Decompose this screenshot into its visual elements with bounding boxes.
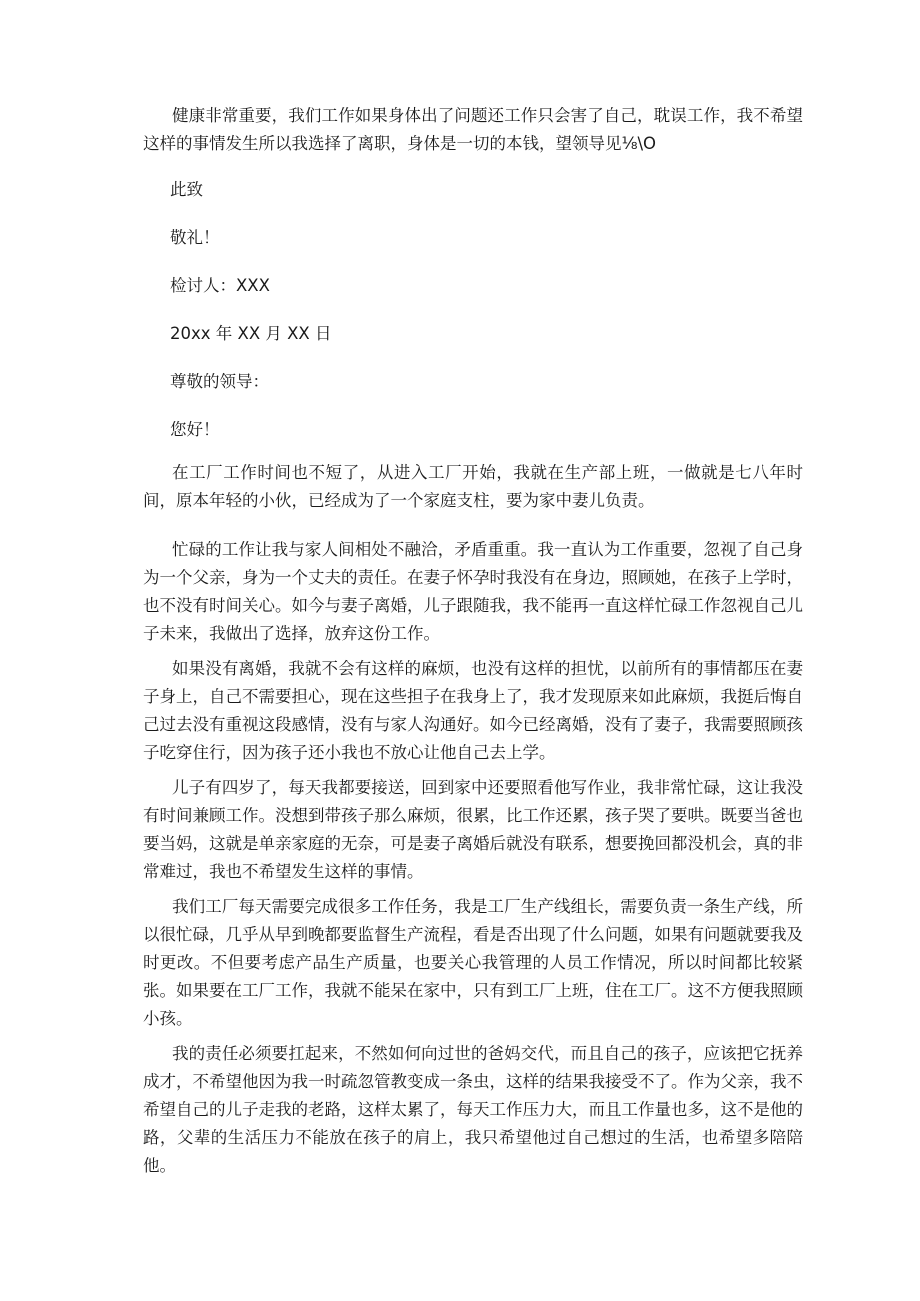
closing-line-1: 此致	[170, 180, 203, 199]
signature: 检讨人：XXX	[170, 276, 270, 295]
body-paragraph: 忙碌的工作让我与家人间相处不融洽，矛盾重重。我一直认为工作重要，忽视了自己身为一个父亲，身为一个丈夫的责任。在妻子怀孕时我没有在身边，照顾她，在孩子上学时，也不没有时间关心。如今与妻子离婚，儿子跟随我，我不能再一直这样忙碌工作忽视自己儿子未来，我做出了选择，放弃这份工作。	[143, 540, 803, 643]
opening-paragraph: 健康非常重要，我们工作如果身体出了问题还工作只会害了自己，耽误工作，我不希望这样的事情发生所以我选择了离职，身体是一切的本钱，望领导见⅛\O	[143, 106, 803, 153]
body-paragraph: 在工厂工作时间也不短了，从进入工厂开始，我就在生产部上班，一做就是七八年时间，原本年轻的小伙，已经成为了一个家庭支柱，要为家中妻儿负责。	[143, 463, 803, 510]
salutation: 尊敬的领导：	[170, 372, 269, 391]
greeting: 您好！	[170, 420, 220, 439]
body-paragraph: 儿子有四岁了，每天我都要接送，回到家中还要照看他写作业，我非常忙碌，这让我没有时间兼顾工作。没想到带孩子那么麻烦，很累，比工作还累，孩子哭了要哄。既要当爸也要当妈，这就是单亲家庭的无奈，可是妻子离婚后就没有联系，想要挽回都没机会，真的非常难过，我也不希望发生这样的事情。	[143, 778, 803, 881]
body-paragraph: 我的责任必须要扛起来，不然如何向过世的爸妈交代，而且自己的孩子，应该把它抚养成才，不希望他因为我一时疏忽管教变成一条虫，这样的结果我接受不了。作为父亲，我不希望自己的儿子走我的老路，这样太累了，每天工作压力大，而且工作量也多，这不是他的路，父辈的生活压力不能放在孩子的肩上，我只希望他过自己想过的生活，也希望多陪陪他。	[143, 1044, 803, 1175]
closing-line-2: 敬礼！	[170, 228, 220, 247]
body-paragraph: 如果没有离婚，我就不会有这样的麻烦，也没有这样的担忧，以前所有的事情都压在妻子身上，自己不需要担心，现在这些担子在我身上了，我才发现原来如此麻烦，我挺后悔自己过去没有重视这段感情，没有与家人沟通好。如今已经离婚，没有了妻子，我需要照顾孩子吃穿住行，因为孩子还小我也不放心让他自己去上学。	[143, 659, 803, 762]
body-paragraph: 我们工厂每天需要完成很多工作任务，我是工厂生产线组长，需要负责一条生产线，所以很忙碌，几乎从早到晚都要监督生产流程，看是否出现了什么问题，如果有问题就要我及时更改。不但要考虑产品生产质量，也要关心我管理的人员工作情况，所以时间都比较紧张。如果要在工厂工作，我就不能呆在家中，只有到工厂上班，住在工厂。这不方便我照顾小孩。	[143, 897, 803, 1028]
date: 20xx 年 XX 月 XX 日	[170, 324, 332, 343]
